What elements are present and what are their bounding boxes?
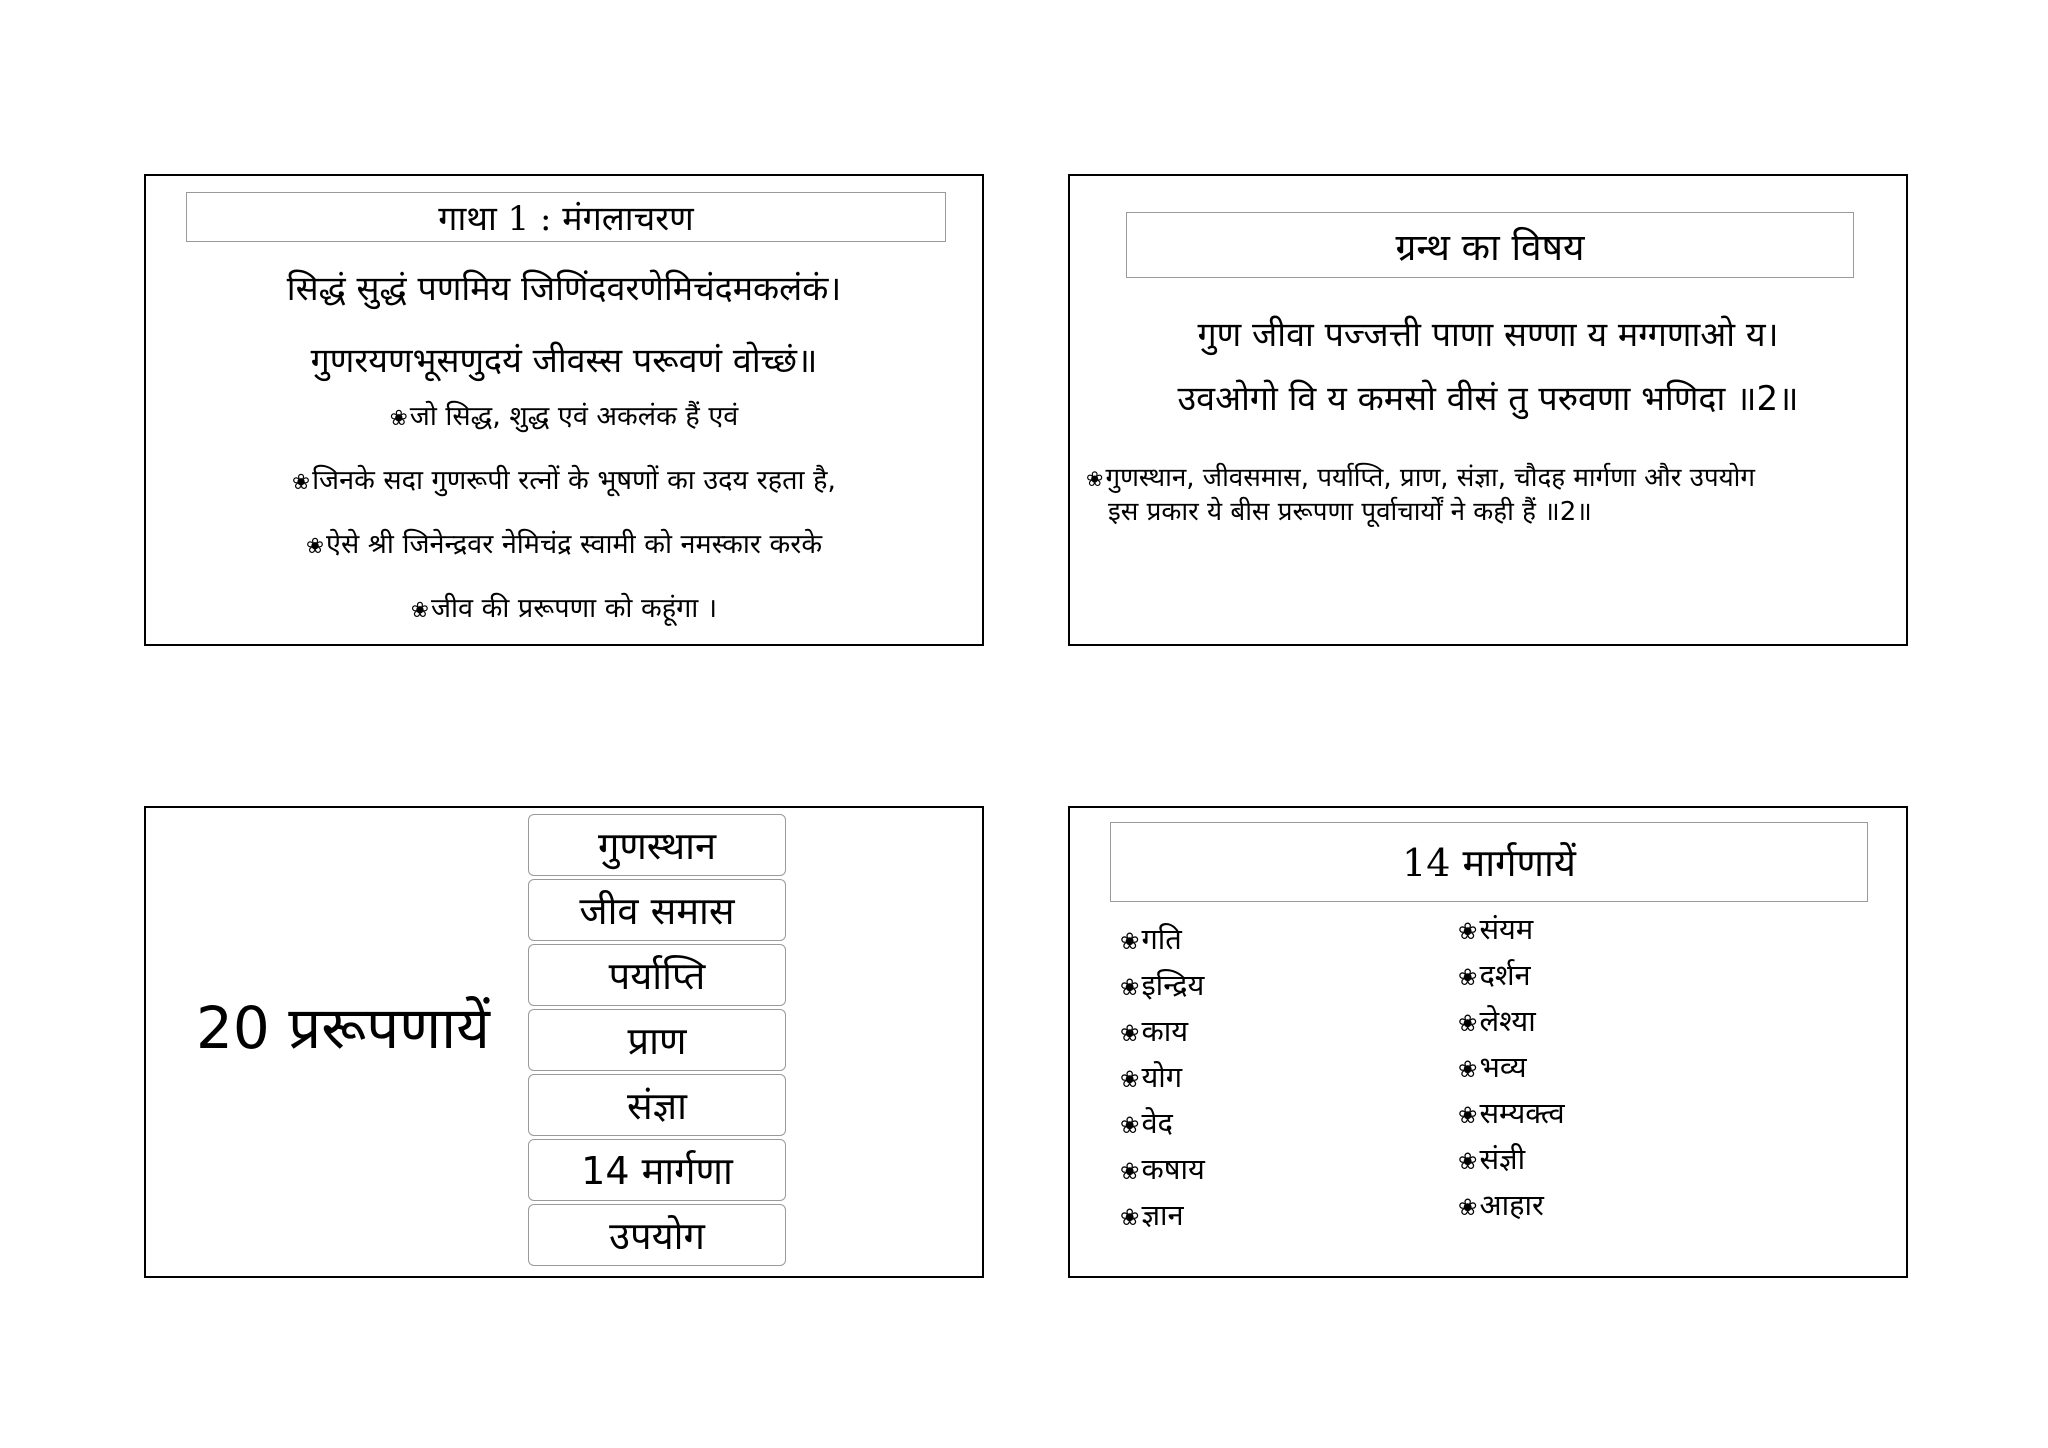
prarupana-label: जीव समास xyxy=(579,889,735,933)
margana-label: सम्यक्त्व xyxy=(1479,1096,1565,1130)
explanation-text: गुणस्थान, जीवसमास, पर्याप्ति, प्राण, संज्ञा, चौदह मार्गणा और उपयोग xyxy=(1105,463,1756,493)
margana-item xyxy=(1120,1100,1205,1146)
slide-title xyxy=(1110,822,1868,902)
flower-bullet-icon: ❀ xyxy=(1458,1102,1478,1129)
margana-label: आहार xyxy=(1479,1188,1544,1222)
slide-title xyxy=(1126,212,1854,278)
margana-label: वेद xyxy=(1141,1106,1173,1140)
flower-bullet-icon: ❀ xyxy=(1120,1158,1140,1185)
margana-item xyxy=(1120,1192,1205,1238)
margana-item xyxy=(1458,1044,1565,1090)
margana-item xyxy=(1120,916,1205,962)
flower-bullet-icon: ❀ xyxy=(1120,928,1140,955)
margana-item xyxy=(1120,1054,1205,1100)
margana-item xyxy=(1120,962,1205,1008)
margana-list-right xyxy=(1458,906,1565,1228)
margana-item xyxy=(1120,1146,1205,1192)
margana-item xyxy=(1120,1008,1205,1054)
margana-label: कषाय xyxy=(1141,1152,1205,1186)
prarupana-item xyxy=(528,1074,786,1136)
flower-bullet-icon: ❀ xyxy=(1120,1112,1140,1139)
prarupana-item xyxy=(528,879,786,941)
meaning-text: जो सिद्ध, शुद्ध एवं अकलंक हैं एवं xyxy=(409,401,739,432)
explanation-line: इस प्रकार ये बीस प्ररूपणा पूर्वाचार्यों ने कही हैं ॥2॥ xyxy=(1108,497,1592,527)
meaning-text: जिनके सदा गुणरूपी रत्नों के भूषणों का उदय रहता है, xyxy=(312,465,837,496)
flower-bullet-icon: ❀ xyxy=(410,598,429,623)
slide-title xyxy=(186,192,946,242)
meaning-line xyxy=(146,460,982,497)
slide-heading: 20 प्ररूपणायें xyxy=(196,994,490,1062)
meaning-line xyxy=(146,588,982,625)
meaning-text: जीव की प्ररूपणा को कहूंगा । xyxy=(430,593,718,624)
meaning-line xyxy=(146,396,982,433)
margana-item xyxy=(1458,1136,1565,1182)
verse-line: सिद्धं सुद्धं पणमिय जिणिंदवरणेमिचंदमकलंकं। xyxy=(286,269,842,309)
flower-bullet-icon: ❀ xyxy=(1120,1066,1140,1093)
margana-label: इन्द्रिय xyxy=(1141,968,1205,1002)
margana-label: योग xyxy=(1141,1060,1183,1094)
flower-bullet-icon: ❀ xyxy=(1458,1056,1478,1083)
flower-bullet-icon: ❀ xyxy=(1120,1204,1140,1231)
slide-title-text: ग्रन्थ का विषय xyxy=(1395,225,1585,269)
prarupana-item xyxy=(528,944,786,1006)
flower-bullet-icon: ❀ xyxy=(1458,918,1478,945)
flower-bullet-icon: ❀ xyxy=(389,406,408,431)
margana-label: गति xyxy=(1141,922,1182,956)
margana-list-left xyxy=(1120,916,1205,1238)
margana-item xyxy=(1458,1090,1565,1136)
margana-item xyxy=(1458,952,1565,998)
margana-label: भव्य xyxy=(1479,1050,1527,1084)
flower-bullet-icon: ❀ xyxy=(291,470,311,495)
prarupana-label: 14 मार्गणा xyxy=(581,1149,733,1193)
meaning-text: ऐसे श्री जिनेन्द्रवर नेमिचंद्र स्वामी को नमस्कार करके xyxy=(326,529,823,560)
slide-20-prarupanayen xyxy=(144,806,984,1278)
flower-bullet-icon: ❀ xyxy=(1120,1020,1140,1047)
prarupana-item xyxy=(528,1009,786,1071)
margana-label: काय xyxy=(1141,1014,1189,1048)
prarupana-label: प्राण xyxy=(627,1019,687,1063)
flower-bullet-icon: ❀ xyxy=(1458,1148,1478,1175)
margana-label: ज्ञान xyxy=(1141,1198,1184,1232)
slide-granth-vishay xyxy=(1068,174,1908,646)
explanation-line xyxy=(1086,458,1755,494)
flower-bullet-icon: ❀ xyxy=(305,534,325,559)
slide-mangalacharan xyxy=(144,174,984,646)
slide-title-text: 14 मार्गणायें xyxy=(1402,841,1576,885)
margana-label: दर्शन xyxy=(1479,958,1531,992)
slide-14-marganayen xyxy=(1068,806,1908,1278)
prarupana-label: गुणस्थान xyxy=(597,824,717,868)
flower-bullet-icon: ❀ xyxy=(1086,467,1104,491)
margana-item xyxy=(1458,998,1565,1044)
prarupana-label: संज्ञा xyxy=(627,1084,687,1128)
margana-item xyxy=(1458,1182,1565,1228)
margana-label: संज्ञी xyxy=(1479,1142,1526,1176)
flower-bullet-icon: ❀ xyxy=(1458,964,1478,991)
margana-label: संयम xyxy=(1479,912,1534,946)
prarupana-label: पर्याप्ति xyxy=(608,954,706,998)
margana-label: लेश्या xyxy=(1479,1004,1536,1038)
slide-title-text: गाथा 1 : मंगलाचरण xyxy=(438,199,694,239)
margana-item xyxy=(1458,906,1565,952)
prarupana-item xyxy=(528,814,786,876)
prarupana-item xyxy=(528,1204,786,1266)
flower-bullet-icon: ❀ xyxy=(1458,1010,1478,1037)
prarupana-item xyxy=(528,1139,786,1201)
flower-bullet-icon: ❀ xyxy=(1458,1194,1478,1221)
meaning-line xyxy=(146,524,982,561)
verse-line: उवओगो वि य कमसो वीसं तु परुवणा भणिदा ॥2॥ xyxy=(1177,379,1799,419)
prarupana-label: उपयोग xyxy=(609,1214,705,1258)
verse-line: गुणरयणभूसणुदयं जीवस्स परूवणं वोच्छं॥ xyxy=(310,341,818,381)
flower-bullet-icon: ❀ xyxy=(1120,974,1140,1001)
verse-line: गुण जीवा पज्जत्ती पाणा सण्णा य मग्गणाओ य। xyxy=(1197,315,1779,355)
